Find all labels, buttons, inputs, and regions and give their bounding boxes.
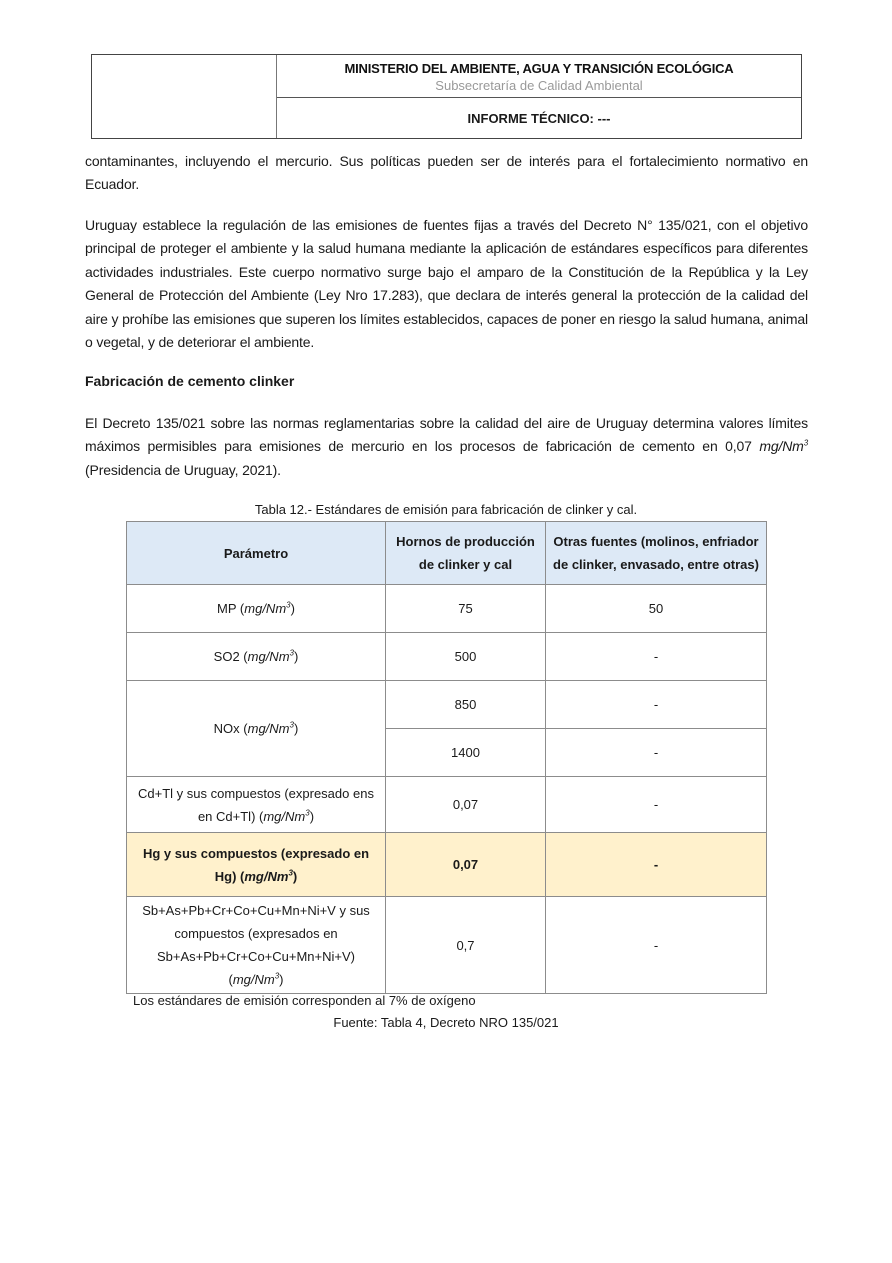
table-note: Los estándares de emisión corresponden al 7% de oxígeno — [133, 993, 476, 1008]
paragraph-uruguay: Uruguay establece la regulación de las emisiones de fuentes fijas a través del Decreto N° 135/021, con el objetivo principal de proteger el ambiente y la salud humana mediante la aplicación de estándares específicos para diferentes actividades industriales. Este cuerpo normativo surge bajo el amparo de la Constitución de la República y la Ley General de Protección del Ambiente (Ley Nro 17.283), que declara de interés general la protección de la calidad del aire y prohíbe las emisiones que superen los límites establecidos, capaces de poner en riesgo la salud humana, animal o vegetal, y de deteriorar el ambiente. — [85, 217, 808, 351]
report-title: INFORME TÉCNICO: --- — [467, 110, 611, 126]
kiln-value: 0,07 — [386, 833, 546, 897]
unit: mg/Nm$^3$ — [759, 438, 808, 455]
other-value: - — [546, 681, 767, 729]
param-cell: Hg y sus compuestos (expresado en Hg) (mg/Nm$^3$) — [127, 833, 386, 897]
logo-placeholder — [92, 55, 277, 138]
param-cell: Cd+Tl y sus compuestos (expresado ens en Cd+Tl) (mg/Nm$^3$) — [127, 777, 386, 833]
other-value: - — [546, 633, 767, 681]
paragraph-decreto — [85, 412, 808, 482]
ministry-title: MINISTERIO DEL AMBIENTE, AGUA Y TRANSICIÓN ECOLÓGICA — [344, 61, 734, 76]
param-cell: SO2 (mg/Nm$^3$) — [127, 633, 386, 681]
paragraph-decreto-text: El Decreto 135/021 sobre las normas reglamentarias sobre la calidad del aire de Uruguay determina valores límites máximos permisibles para emisiones de mercurio en los procesos de fabricación de cemento en 0,07 — [85, 415, 808, 455]
param-cell: Sb+As+Pb+Cr+Co+Cu+Mn+Ni+V y sus compuestos (expresados en Sb+As+Pb+Cr+Co+Cu+Mn+Ni+V) (mg/Nm$^3$) — [127, 897, 386, 994]
header-hornos: Hornos de producción de clinker y cal — [386, 522, 546, 585]
table-row — [127, 681, 767, 729]
subsecretaria-title: Subsecretaría de Calidad Ambiental — [435, 78, 643, 93]
kiln-value: 1400 — [386, 729, 546, 777]
kiln-value: 500 — [386, 633, 546, 681]
header-otras-fuentes: Otras fuentes (molinos, enfriador de clinker, envasado, entre otras) — [546, 522, 767, 585]
header-parametro: Parámetro — [127, 522, 386, 585]
table-row — [127, 585, 767, 633]
citation: (Presidencia de Uruguay, 2021). — [85, 461, 281, 478]
table-header-row — [127, 522, 767, 585]
paragraph-intro: contaminantes, incluyendo el mercurio. Sus políticas pueden ser de interés para el fortalecimiento normativo en Ecuador. — [85, 153, 808, 193]
table-row — [127, 897, 767, 994]
emission-standards-table — [126, 521, 767, 994]
param-cell: MP (mg/Nm$^3$) — [127, 585, 386, 633]
table-row-highlighted — [127, 833, 767, 897]
kiln-value: 75 — [386, 585, 546, 633]
other-value: - — [546, 729, 767, 777]
other-value: - — [546, 777, 767, 833]
other-value: - — [546, 833, 767, 897]
kiln-value: 850 — [386, 681, 546, 729]
kiln-value: 0,7 — [386, 897, 546, 994]
other-value: - — [546, 897, 767, 994]
table-row — [127, 633, 767, 681]
section-heading: Fabricación de cemento clinker — [85, 373, 295, 389]
param-cell: NOx (mg/Nm$^3$) — [127, 681, 386, 777]
other-value: 50 — [546, 585, 767, 633]
kiln-value: 0,07 — [386, 777, 546, 833]
table-row — [127, 777, 767, 833]
table-source: Fuente: Tabla 4, Decreto NRO 135/021 — [333, 1015, 559, 1030]
table-caption: Tabla 12.- Estándares de emisión para fabricación de clinker y cal. — [254, 502, 638, 517]
document-header — [91, 54, 802, 139]
